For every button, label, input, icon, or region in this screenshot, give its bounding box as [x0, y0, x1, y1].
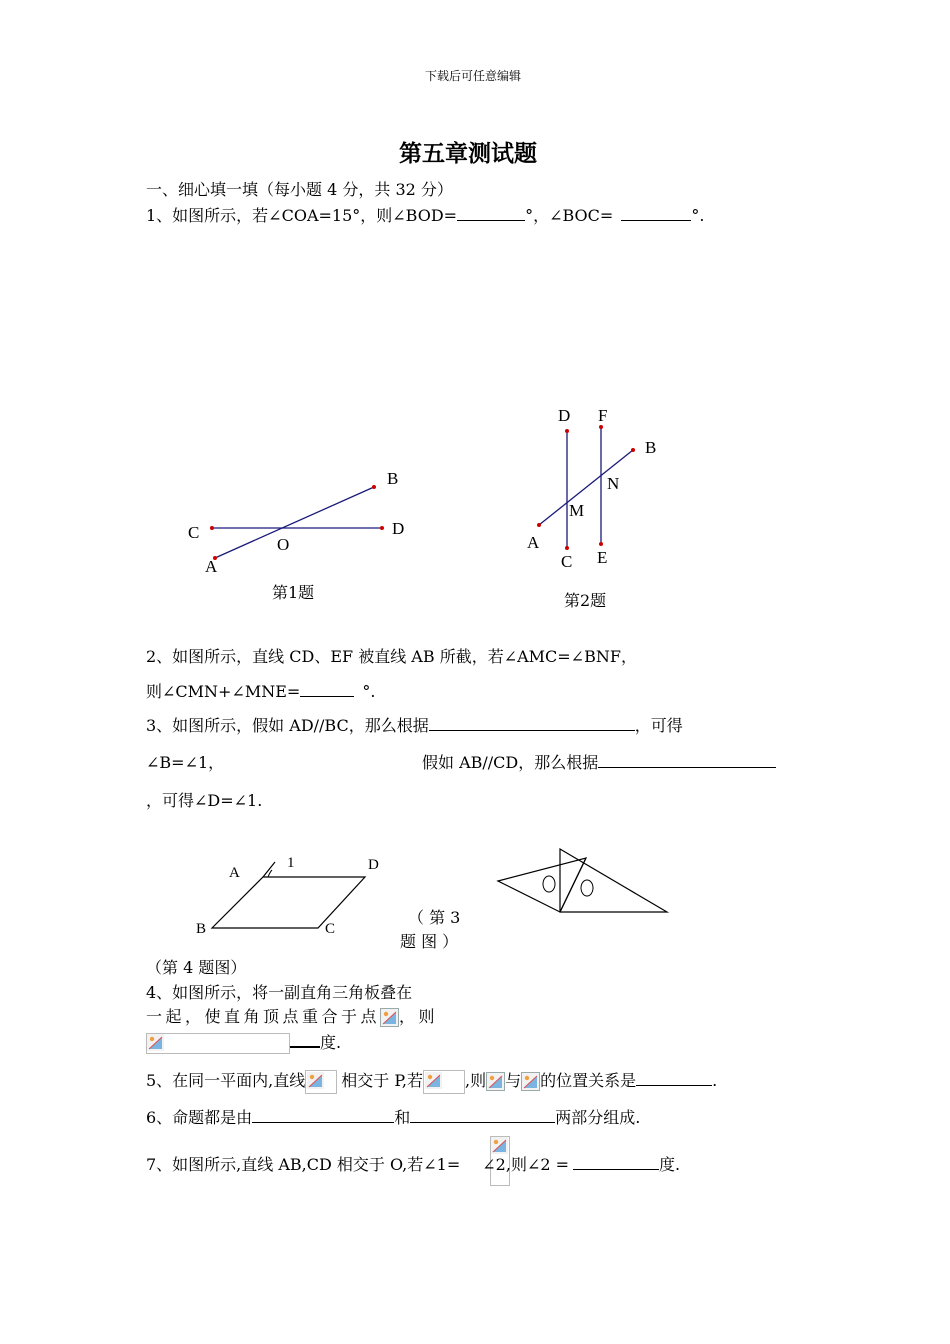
fig2-label-n: N [607, 474, 620, 493]
q3-text-c: ∠B=∠1， [146, 753, 225, 772]
q5-text-c: ,则 [464, 1071, 487, 1090]
formula-image-icon [307, 1072, 324, 1089]
q1-text-a: 1、如图所示，若∠COA=15°，则∠BOD= [146, 206, 458, 225]
fig1-label-b: B [387, 469, 399, 488]
fig3-caption-1: （ 第 3 [408, 908, 461, 927]
formula-image-icon [486, 1072, 505, 1091]
formula-image-icon [521, 1072, 540, 1091]
section-heading: 一、细心填一填（每小题 4 分，共 32 分） [146, 180, 453, 199]
q2-text-a: 则∠CMN+∠MNE= [146, 682, 301, 701]
q5-text-a: 5、在同一平面内,直线 [146, 1071, 306, 1090]
fig3-label-c: C [325, 921, 336, 937]
q7-text-c: 度. [659, 1155, 681, 1174]
q3-text-a: 3、如图所示，假如 AD//BC，那么根据 [146, 716, 429, 735]
page-header: 下载后可任意编辑 [425, 69, 522, 83]
fig3-label-1: 1 [287, 855, 295, 871]
q3-text-b: ，可得 [634, 716, 683, 735]
formula-image-icon [380, 1008, 399, 1027]
formula-image-icon [147, 1034, 164, 1051]
overlap-line [560, 858, 586, 912]
fig2-label-d: D [558, 406, 571, 425]
fig3-label-b: B [196, 921, 207, 937]
fig1-label-a: A [205, 557, 218, 576]
fig2-label-b: B [645, 438, 657, 457]
q7-text-b: ∠2,则∠2 = [482, 1155, 570, 1174]
formula-image-icon [425, 1072, 442, 1089]
q4-text-b: ，则 [399, 1007, 439, 1026]
formula-image-box [305, 1070, 337, 1094]
q6-blank-2[interactable] [410, 1108, 555, 1123]
q6-text-c: 两部分组成. [555, 1108, 641, 1127]
fig1-label-c: C [188, 523, 200, 542]
question-6 [146, 1105, 640, 1128]
question-5 [146, 1068, 717, 1094]
question-2-line1: 2、如图所示，直线 CD、EF 被直线 AB 所截，若∠AMC=∠BNF， [146, 647, 637, 666]
fig1-label-o: O [277, 535, 290, 554]
fig1-caption: 第1题 [272, 583, 315, 602]
fig3-caption-2: 题 图 ） [400, 932, 459, 951]
q3-text-e: ，可得∠D=∠1. [146, 791, 263, 810]
q6-text-b: 和 [394, 1108, 411, 1127]
q7-text-a: 7、如图所示,直线 AB,CD 相交于 O,若∠1= [146, 1155, 461, 1174]
question-4-line3 [146, 1030, 341, 1054]
q6-text-a: 6、命题都是由 [146, 1108, 253, 1127]
triangle-right [560, 849, 667, 912]
question-7 [146, 1152, 680, 1175]
fig2-label-e: E [597, 548, 608, 567]
q7-blank[interactable] [573, 1155, 659, 1170]
q1-text-c: °. [691, 206, 705, 225]
q6-blank-1[interactable] [252, 1108, 394, 1123]
q5-text-d: 与 [505, 1071, 522, 1090]
circle-mark-1 [543, 876, 555, 892]
fig2-label-a: A [527, 533, 540, 552]
q5-text-b: 相交于 P,若 [341, 1071, 423, 1090]
q4-caption: （第 4 题图） [146, 958, 247, 977]
q1-text-b: °，∠BOC= [525, 206, 614, 225]
fig3-label-d: D [368, 857, 379, 873]
fig1-label-d: D [392, 519, 405, 538]
fig2-label-f: F [598, 406, 608, 425]
q5-blank[interactable] [636, 1071, 712, 1086]
fig3-label-a: A [229, 865, 240, 881]
q2-text-b: °. [362, 682, 376, 701]
q4-text-c: 度. [320, 1033, 342, 1052]
question-4-line2 [146, 1004, 438, 1027]
formula-image-box [146, 1033, 290, 1054]
formula-image-box [423, 1070, 465, 1094]
q3-text-d: 假如 AB//CD，那么根据 [422, 753, 599, 772]
fig2-label-c: C [561, 552, 573, 571]
q4-blank[interactable] [290, 1032, 320, 1048]
question-4-line1: 4、如图所示，将一副直角三角板叠在 [146, 983, 413, 1002]
fig2-caption: 第2题 [564, 591, 607, 610]
q5-text-e: 的位置关系是 [540, 1071, 637, 1090]
page-title: 第五章测试题 [399, 140, 537, 167]
q5-text-f: . [712, 1071, 718, 1090]
circle-mark-2 [581, 880, 593, 896]
fig2-label-m: M [569, 501, 585, 520]
q4-text-a: 一起，使直角顶点重合于点 [146, 1007, 381, 1026]
